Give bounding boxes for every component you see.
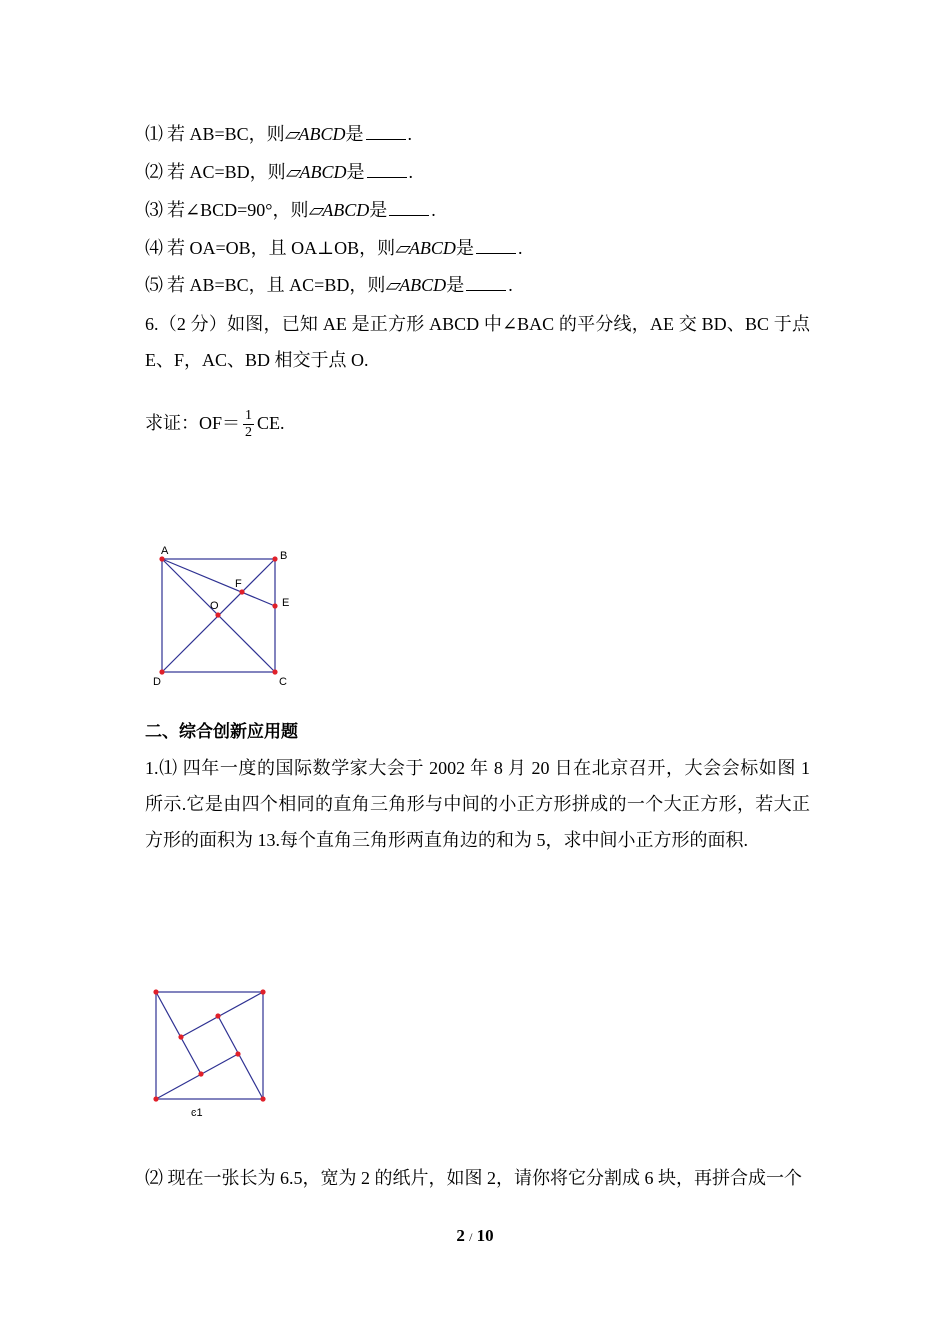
answer-blank[interactable]: [476, 237, 516, 254]
parallelogram-symbol: ▱: [395, 238, 409, 258]
label-f: F: [235, 578, 242, 590]
question-end: .: [407, 124, 413, 144]
question-number: ⑴: [145, 124, 163, 144]
point-b: [272, 556, 277, 561]
figure-name: ABCD: [408, 238, 456, 258]
question-condition: 若 OA=OB，且 OA⊥OB，则: [167, 238, 396, 258]
pt-tl: [153, 989, 158, 994]
pt-inner-1: [178, 1034, 183, 1039]
point-a: [159, 556, 164, 561]
answer-blank[interactable]: [366, 123, 406, 140]
parallelogram-symbol: ▱: [284, 124, 299, 144]
question-number: ⑵: [145, 162, 163, 182]
pinwheel-lines: [156, 992, 263, 1099]
label-a: A: [161, 545, 169, 557]
label-b: B: [280, 550, 288, 562]
figure-1-caption: ͼ1: [191, 1107, 203, 1119]
fraction-numerator: 1: [245, 408, 253, 424]
question-end: .: [408, 162, 414, 182]
question-number: ⑸: [145, 275, 163, 295]
pt-bl: [153, 1096, 158, 1101]
question-condition: 若 AB=BC，且 AC=BD，则: [167, 275, 386, 295]
pt-tr: [260, 989, 265, 994]
question-condition: 若 AB=BC，则: [167, 124, 285, 144]
question-predicate: 是: [446, 275, 465, 295]
page-separator: /: [469, 1230, 473, 1244]
point-f: [239, 589, 244, 594]
answer-blank[interactable]: [466, 274, 506, 291]
section-2-heading: 二、综合创新应用题: [145, 722, 298, 742]
pinwheel-points: [153, 989, 265, 1101]
problem-2-text: ⑵ 现在一张长为 6.5，宽为 2 的纸片，如图 2，请你将它分割成 6 块，再拼合成一个: [145, 1168, 802, 1188]
answer-blank[interactable]: [389, 199, 429, 216]
question-item: [145, 122, 412, 146]
question-predicate: 是: [369, 200, 388, 220]
parallelogram-symbol: ▱: [308, 200, 323, 220]
parallelogram-symbol: ▱: [385, 275, 400, 295]
point-c: [272, 669, 277, 674]
big-square: [156, 992, 263, 1099]
label-d: D: [153, 676, 161, 688]
question-end: .: [508, 275, 513, 295]
pt-inner-3: [235, 1051, 240, 1056]
bisector-ae: [162, 559, 275, 606]
label-c: C: [279, 676, 287, 688]
question-item: [145, 273, 513, 297]
parallelogram-symbol: ▱: [285, 162, 300, 182]
page-number: [0, 1226, 950, 1246]
figure-name: ABCD: [299, 162, 347, 182]
figure-name: ABCD: [298, 124, 346, 144]
pt-br: [260, 1096, 265, 1101]
fraction-half: [243, 408, 254, 441]
pt-inner-4: [198, 1071, 203, 1076]
triangle-leg-1: [181, 992, 263, 1037]
question-item: [145, 236, 522, 260]
prove-suffix: CE.: [257, 413, 285, 433]
question-item: [145, 160, 413, 184]
prove-prefix: 求证：OF＝: [145, 413, 241, 433]
question-number: ⑷: [145, 238, 163, 258]
question-predicate: 是: [455, 238, 474, 258]
label-e: E: [282, 597, 290, 609]
question-predicate: 是: [345, 124, 364, 144]
current-page: 2: [456, 1226, 465, 1245]
prove-statement: [145, 408, 285, 441]
question-end: .: [431, 200, 436, 220]
square-figure: [148, 540, 308, 692]
figure-name: ABCD: [399, 275, 447, 295]
triangle-leg-2: [156, 992, 201, 1074]
pinwheel-figure: [148, 984, 278, 1124]
pt-inner-2: [215, 1013, 220, 1018]
point-o: [215, 612, 220, 617]
triangle-leg-4: [218, 1016, 263, 1099]
question-6-text: 6.（2 分）如图，已知 AE 是正方形 ABCD 中∠BAC 的平分线，AE 交 BD、BC 于点 E、F，AC、BD 相交于点 O.: [145, 314, 810, 370]
figure-name: ABCD: [322, 200, 370, 220]
question-predicate: 是: [346, 162, 365, 182]
triangle-leg-3: [156, 1054, 238, 1099]
answer-blank[interactable]: [367, 161, 407, 178]
question-condition: 若 AC=BD，则: [167, 162, 286, 182]
question-item: [145, 198, 436, 222]
question-condition: 若∠BCD=90°，则: [167, 200, 309, 220]
problem-1-text: 1.⑴ 四年一度的国际数学家大会于 2002 年 8 月 20 日在北京召开，大会会标如图 1 所示.它是由四个相同的直角三角形与中间的小正方形拼成的一个大正方形，若大正方形的面积为 13.每个直角三角形两直角边的和为 5，求中间小正方形的面积.: [145, 758, 810, 850]
fraction-denominator: 2: [245, 425, 253, 441]
question-end: .: [517, 238, 523, 258]
question-number: ⑶: [145, 200, 163, 220]
total-pages: 10: [476, 1226, 494, 1245]
point-d: [159, 669, 164, 674]
label-o: O: [210, 600, 219, 612]
point-e: [272, 603, 277, 608]
